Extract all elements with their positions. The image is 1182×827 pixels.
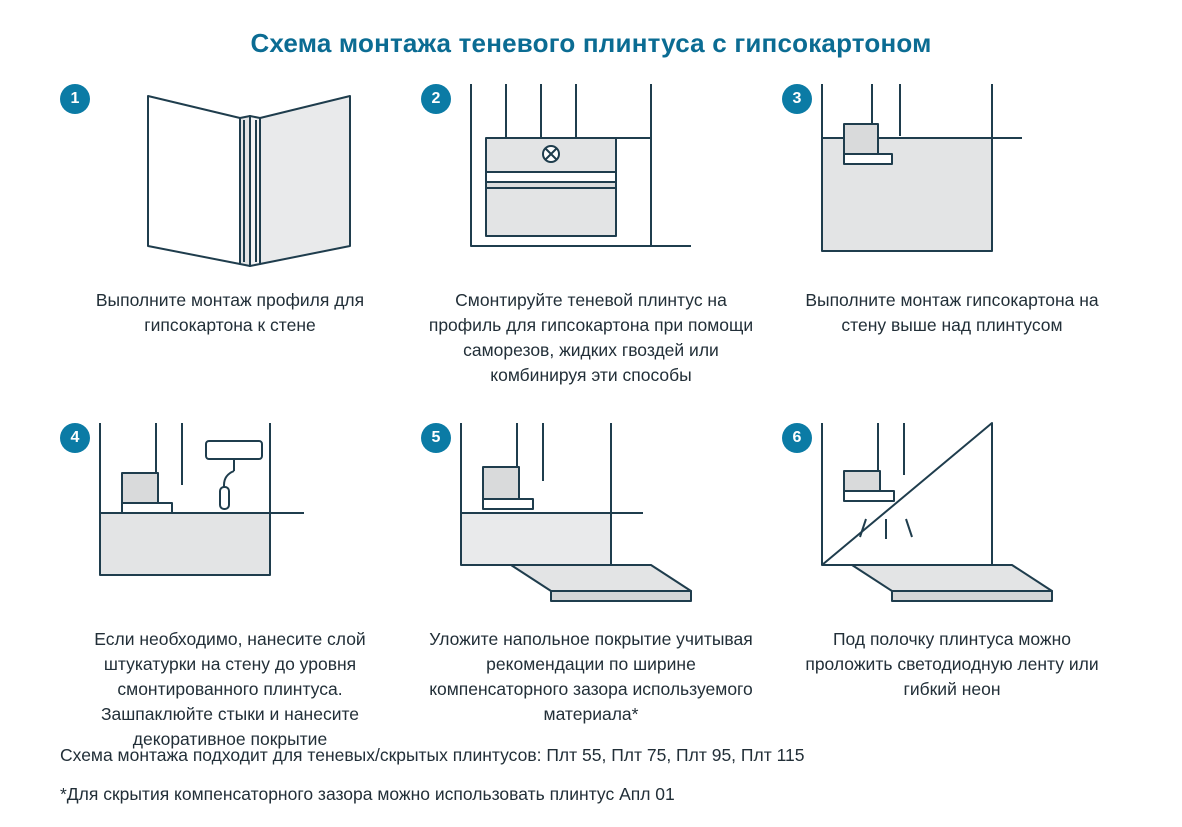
step-1-illustration	[60, 76, 400, 276]
step-3-illustration	[782, 76, 1122, 276]
step-card-1	[60, 76, 400, 387]
step-number-badge-2: 2	[421, 84, 451, 114]
step-number-badge-5: 5	[421, 423, 451, 453]
step-caption-4: Если необходимо, нанесите слой штукатурки на стену до уровня смонтированного плинтуса. Зашпаклюйте стыки и нанесите декоративное покрытие	[94, 629, 366, 749]
steps-row-1	[60, 76, 1122, 387]
page-title: Схема монтажа теневого плинтуса с гипсокартоном	[250, 28, 932, 58]
step-caption-5: Уложите напольное покрытие учитывая рекомендации по ширине компенсаторного зазора используемого материала*	[429, 629, 753, 724]
step-card-6	[782, 415, 1122, 751]
step-number-badge-4: 4	[60, 423, 90, 453]
footnotes	[60, 745, 1122, 805]
step-card-5	[421, 415, 761, 751]
step-card-4	[60, 415, 400, 751]
step-2-illustration	[421, 76, 761, 276]
step-number-badge-6: 6	[782, 423, 812, 453]
footnote-compatible-models: Схема монтажа подходит для теневых/скрытых плинтусов: Плт 55, Плт 75, Плт 95, Плт 115	[60, 745, 805, 765]
step-caption-6: Под полочку плинтуса можно проложить светодиодную ленту или гибкий неон	[805, 629, 1099, 700]
step-4-illustration	[60, 415, 400, 615]
step-caption-1: Выполните монтаж профиля для гипсокартона к стене	[95, 290, 365, 335]
step-6-illustration	[782, 415, 1122, 615]
step-card-2	[421, 76, 761, 387]
step-number-badge-1: 1	[60, 84, 90, 114]
step-card-3	[782, 76, 1122, 387]
steps-row-2	[60, 415, 1122, 751]
step-caption-2: Смонтируйте теневой плинтус на профиль для гипсокартона при помощи саморезов, жидких гвоздей или комбинируя эти способы	[428, 290, 754, 385]
steps-grid	[60, 76, 1122, 752]
step-5-illustration	[421, 415, 761, 615]
step-caption-3: Выполните монтаж гипсокартона на стену выше над плинтусом	[805, 290, 1099, 335]
step-number-badge-3: 3	[782, 84, 812, 114]
footnote-gap-cover: *Для скрытия компенсаторного зазора можно использовать плинтус Апл 01	[60, 784, 675, 804]
